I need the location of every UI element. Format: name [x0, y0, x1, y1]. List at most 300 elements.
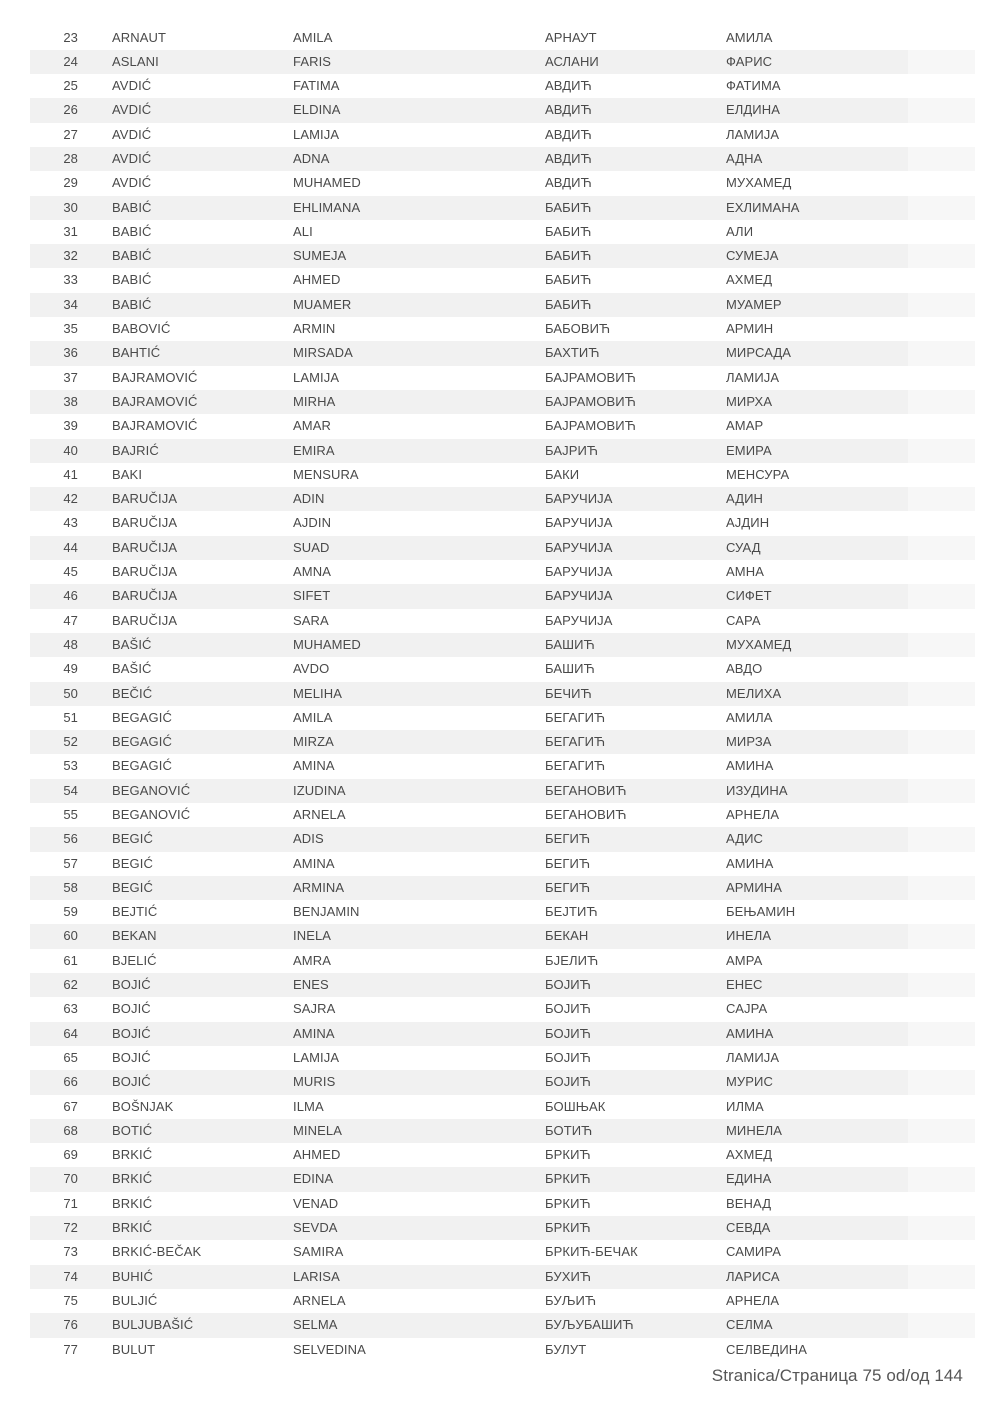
surname-cyrillic: БАБОВИЋ	[545, 321, 611, 337]
surname-latin: BAŠIĆ	[112, 636, 152, 652]
given-name-latin: BENJAMIN	[293, 904, 360, 920]
surname-cyrillic: БРКИЋ	[545, 1171, 591, 1187]
row-number: 55	[63, 807, 78, 822]
row-number: 60	[63, 928, 78, 944]
row-number: 77	[63, 1341, 78, 1357]
surname-cyrillic: БАБИЋ	[545, 199, 592, 215]
row-number: 63	[63, 1001, 78, 1017]
table-row	[30, 317, 975, 341]
surname-latin: BAŠIĆ	[112, 661, 152, 677]
surname-latin: BOJIĆ	[112, 977, 151, 993]
surname-latin: AVDIĆ	[112, 102, 152, 118]
row-number: 72	[63, 1220, 78, 1236]
row-number: 71	[63, 1195, 78, 1211]
row-number: 57	[63, 855, 78, 871]
given-name-latin: SIFET	[293, 588, 331, 604]
given-name-latin: AJDIN	[293, 515, 332, 531]
given-name-cyrillic: АЛИ	[726, 223, 754, 239]
given-name-latin: MINELA	[293, 1122, 343, 1138]
given-name-latin: EDINA	[293, 1171, 334, 1187]
surname-cyrillic: АРНАУТ	[545, 29, 597, 45]
table-row	[30, 657, 975, 681]
given-name-cyrillic: СЕВДА	[726, 1220, 771, 1236]
given-name-latin: SELVEDINA	[293, 1341, 366, 1357]
given-name-cyrillic: АМИЛА	[726, 709, 773, 725]
surname-cyrillic: АСЛАНИ	[545, 53, 599, 69]
name-table	[30, 26, 975, 1362]
row-number: 23	[63, 29, 78, 45]
surname-latin: BOJIĆ	[112, 1001, 151, 1017]
table-row	[30, 171, 975, 195]
given-name-latin: MENSURA	[293, 466, 359, 482]
given-name-latin: MURIS	[293, 1074, 336, 1090]
table-row	[30, 244, 975, 268]
given-name-cyrillic: АВДО	[726, 661, 763, 677]
table-row	[30, 803, 975, 827]
given-name-cyrillic: ЕДИНА	[726, 1171, 772, 1187]
surname-latin: BRKIĆ	[112, 1171, 153, 1187]
surname-cyrillic: БЕЈТИЋ	[545, 904, 598, 920]
row-number: 51	[63, 709, 78, 725]
given-name-cyrillic: ЕХЛИМАНА	[726, 199, 800, 215]
given-name-latin: VENAD	[293, 1195, 339, 1211]
given-name-cyrillic: АРНЕЛА	[726, 1292, 780, 1308]
row-number: 52	[63, 734, 78, 750]
surname-latin: BAJRAMOVIĆ	[112, 393, 198, 409]
row-number: 74	[63, 1268, 78, 1284]
surname-latin: BABIĆ	[112, 199, 152, 215]
row-number: 73	[63, 1244, 78, 1260]
given-name-cyrillic: АЈДИН	[726, 515, 770, 531]
given-name-cyrillic: БЕЊАМИН	[726, 904, 796, 920]
table-row	[30, 536, 975, 560]
table-row	[30, 1143, 975, 1167]
given-name-cyrillic: ЛАМИЈА	[726, 369, 780, 385]
given-name-cyrillic: АМРА	[726, 952, 763, 968]
given-name-cyrillic: АМИНА	[726, 855, 774, 871]
row-number: 65	[63, 1049, 78, 1065]
given-name-latin: EHLIMANA	[293, 199, 361, 215]
table-row	[30, 390, 975, 414]
surname-cyrillic: БАБИЋ	[545, 248, 592, 264]
surname-latin: BRKIĆ-BEČAK	[112, 1244, 202, 1260]
given-name-cyrillic: СИФЕТ	[726, 588, 772, 604]
given-name-latin: ELDINA	[293, 102, 341, 118]
surname-cyrillic: БАХТИЋ	[545, 345, 600, 361]
given-name-latin: SAJRA	[293, 1001, 336, 1017]
given-name-latin: ALI	[293, 223, 313, 239]
row-number: 34	[63, 296, 78, 312]
given-name-cyrillic: АДИС	[726, 831, 764, 847]
given-name-cyrillic: МЕНСУРА	[726, 466, 790, 482]
row-number: 33	[63, 272, 78, 288]
row-number: 53	[63, 758, 78, 774]
surname-latin: BOJIĆ	[112, 1049, 151, 1065]
surname-latin: AVDIĆ	[112, 126, 152, 142]
surname-cyrillic: БАЈРИЋ	[545, 442, 599, 458]
surname-latin: BABOVIĆ	[112, 321, 171, 337]
surname-cyrillic: БОТИЋ	[545, 1122, 593, 1138]
given-name-cyrillic: ЛАМИЈА	[726, 126, 780, 142]
table-row	[30, 609, 975, 633]
row-number: 66	[63, 1074, 78, 1090]
given-name-latin: ARMIN	[293, 321, 336, 337]
surname-cyrillic: БЕГАГИЋ	[545, 758, 606, 774]
surname-cyrillic: БАРУЧИЈА	[545, 539, 613, 555]
surname-latin: BEGAGIĆ	[112, 734, 172, 750]
row-number: 58	[63, 879, 78, 895]
given-name-cyrillic: ЛАМИЈА	[726, 1049, 780, 1065]
row-number: 32	[63, 248, 78, 264]
surname-latin: BEJTIĆ	[112, 904, 158, 920]
row-number: 27	[63, 126, 78, 142]
given-name-latin: IZUDINA	[293, 782, 346, 798]
surname-cyrillic: БУЉИЋ	[545, 1292, 597, 1308]
given-name-cyrillic: МЕЛИХА	[726, 685, 782, 701]
given-name-cyrillic: МУАМЕР	[726, 296, 782, 312]
table-row	[30, 779, 975, 803]
given-name-cyrillic: МУРИС	[726, 1074, 773, 1090]
given-name-cyrillic: ИЗУДИНА	[726, 782, 788, 798]
given-name-cyrillic: МИРХА	[726, 393, 773, 409]
surname-cyrillic: БЕГИЋ	[545, 879, 591, 895]
surname-latin: BULUT	[112, 1341, 156, 1357]
given-name-cyrillic: САЈРА	[726, 1001, 768, 1017]
table-row	[30, 924, 975, 948]
row-number: 43	[63, 515, 78, 531]
table-row	[30, 487, 975, 511]
given-name-latin: ADIS	[293, 831, 324, 847]
given-name-latin: AMNA	[293, 564, 331, 580]
surname-cyrillic: БЈЕЛИЋ	[545, 952, 599, 968]
surname-cyrillic: БЕГАНОВИЋ	[545, 782, 627, 798]
surname-latin: BARUČIJA	[112, 564, 178, 580]
surname-latin: ARNAUT	[112, 29, 167, 45]
row-number: 28	[63, 150, 78, 166]
surname-latin: BEGIĆ	[112, 879, 153, 895]
given-name-cyrillic: ФАТИМА	[726, 78, 781, 94]
row-number: 36	[63, 345, 78, 361]
row-number: 35	[63, 321, 78, 337]
given-name-latin: INELA	[293, 928, 332, 944]
given-name-latin: MUHAMED	[293, 175, 361, 191]
table-row	[30, 1167, 975, 1191]
given-name-cyrillic: АМИЛА	[726, 29, 773, 45]
table-row	[30, 463, 975, 487]
surname-cyrillic: БАЈРАМОВИЋ	[545, 369, 636, 385]
given-name-latin: SAMIRA	[293, 1244, 344, 1260]
given-name-latin: MIRZA	[293, 734, 334, 750]
surname-latin: BOTIĆ	[112, 1122, 153, 1138]
surname-latin: BABIĆ	[112, 296, 152, 312]
surname-cyrillic: БАБИЋ	[545, 296, 592, 312]
table-row	[30, 1192, 975, 1216]
given-name-cyrillic: САРА	[726, 612, 761, 628]
table-row	[30, 414, 975, 438]
row-number: 26	[63, 102, 78, 118]
surname-cyrillic: БРКИЋ	[545, 1195, 591, 1211]
row-number: 24	[63, 53, 78, 69]
surname-latin: BAJRAMOVIĆ	[112, 418, 198, 434]
surname-latin: BAJRAMOVIĆ	[112, 369, 198, 385]
surname-latin: BEGAGIĆ	[112, 709, 172, 725]
surname-latin: BUHIĆ	[112, 1268, 153, 1284]
surname-cyrillic: АВДИЋ	[545, 102, 592, 118]
surname-cyrillic: БРКИЋ	[545, 1147, 591, 1163]
surname-latin: BOŠNJAK	[112, 1098, 174, 1114]
row-number: 47	[63, 612, 78, 628]
surname-latin: BRKIĆ	[112, 1195, 153, 1211]
surname-latin: BRKIĆ	[112, 1147, 153, 1163]
row-number: 46	[63, 588, 78, 604]
given-name-latin: MIRSADA	[293, 345, 353, 361]
row-number: 45	[63, 564, 78, 580]
surname-cyrillic: БУЛУТ	[545, 1341, 587, 1357]
surname-latin: AVDIĆ	[112, 150, 152, 166]
surname-cyrillic: БОЈИЋ	[545, 1025, 591, 1041]
surname-latin: BAHTIĆ	[112, 345, 161, 361]
row-number: 61	[63, 952, 78, 968]
surname-cyrillic: БЕГАГИЋ	[545, 734, 606, 750]
given-name-latin: ENES	[293, 977, 329, 993]
surname-cyrillic: БОЈИЋ	[545, 977, 591, 993]
given-name-cyrillic: МИРЗА	[726, 734, 772, 750]
given-name-latin: MUAMER	[293, 296, 352, 312]
surname-cyrillic: БЕГИЋ	[545, 831, 591, 847]
given-name-latin: SUMEJA	[293, 248, 347, 264]
row-number: 59	[63, 904, 78, 920]
surname-latin: BEGIĆ	[112, 855, 153, 871]
surname-cyrillic: БАРУЧИЈА	[545, 515, 613, 531]
given-name-latin: AMILA	[293, 709, 333, 725]
given-name-cyrillic: СУАД	[726, 539, 761, 555]
given-name-latin: SEVDA	[293, 1220, 338, 1236]
given-name-cyrillic: АХМЕД	[726, 272, 773, 288]
table-row	[30, 1022, 975, 1046]
table-row	[30, 511, 975, 535]
given-name-cyrillic: ФАРИС	[726, 53, 773, 69]
row-number: 64	[63, 1025, 78, 1041]
row-number: 40	[63, 442, 78, 458]
surname-latin: BAKI	[112, 466, 143, 482]
table-row	[30, 706, 975, 730]
table-row	[30, 293, 975, 317]
given-name-cyrillic: СУМЕЈА	[726, 248, 779, 264]
surname-latin: BAJRIĆ	[112, 442, 159, 458]
row-number: 25	[63, 78, 78, 94]
given-name-latin: AHMED	[293, 272, 341, 288]
surname-cyrillic: АВДИЋ	[545, 175, 592, 191]
surname-latin: BEGANOVIĆ	[112, 782, 191, 798]
given-name-latin: SELMA	[293, 1317, 338, 1333]
given-name-latin: AMILA	[293, 29, 333, 45]
table-row	[30, 366, 975, 390]
given-name-cyrillic: ЕНЕС	[726, 977, 763, 993]
table-row	[30, 341, 975, 365]
surname-cyrillic: БОЈИЋ	[545, 1074, 591, 1090]
table-row	[30, 997, 975, 1021]
given-name-latin: ARNELA	[293, 1292, 346, 1308]
surname-cyrillic: АВДИЋ	[545, 150, 592, 166]
table-row	[30, 196, 975, 220]
row-number: 44	[63, 539, 78, 555]
given-name-cyrillic: ВЕНАД	[726, 1195, 772, 1211]
given-name-latin: AMINA	[293, 855, 335, 871]
surname-cyrillic: БЕГАГИЋ	[545, 709, 606, 725]
table-row	[30, 730, 975, 754]
table-row	[30, 98, 975, 122]
given-name-latin: ADNA	[293, 150, 330, 166]
surname-cyrillic: БАРУЧИЈА	[545, 491, 613, 507]
given-name-latin: AMRA	[293, 952, 331, 968]
row-number: 69	[63, 1147, 78, 1163]
given-name-cyrillic: ИЛМА	[726, 1098, 764, 1114]
surname-cyrillic: БЕЧИЋ	[545, 685, 592, 701]
surname-cyrillic: БОЈИЋ	[545, 1001, 591, 1017]
given-name-cyrillic: АДНА	[726, 150, 763, 166]
given-name-latin: FATIMA	[293, 78, 340, 94]
surname-latin: BOJIĆ	[112, 1074, 151, 1090]
table-row	[30, 852, 975, 876]
row-number: 38	[63, 393, 78, 409]
row-number: 30	[63, 199, 78, 215]
row-number: 56	[63, 831, 78, 847]
surname-latin: BEKAN	[112, 928, 157, 944]
table-row	[30, 1313, 975, 1337]
table-row	[30, 26, 975, 50]
given-name-latin: MUHAMED	[293, 636, 361, 652]
table-row	[30, 876, 975, 900]
given-name-cyrillic: АМАР	[726, 418, 764, 434]
row-number: 54	[63, 782, 78, 798]
given-name-latin: AMAR	[293, 418, 331, 434]
surname-latin: AVDIĆ	[112, 78, 152, 94]
table-row	[30, 1095, 975, 1119]
surname-cyrillic: БАЈРАМОВИЋ	[545, 393, 636, 409]
given-name-cyrillic: СЕЛМА	[726, 1317, 773, 1333]
surname-latin: BABIĆ	[112, 248, 152, 264]
given-name-latin: AMINA	[293, 1025, 335, 1041]
given-name-cyrillic: ЕМИРА	[726, 442, 772, 458]
row-number: 42	[63, 491, 78, 507]
row-number: 76	[63, 1317, 78, 1333]
surname-latin: BABIĆ	[112, 272, 152, 288]
given-name-latin: LAMIJA	[293, 126, 340, 142]
surname-latin: BARUČIJA	[112, 491, 178, 507]
given-name-cyrillic: АДИН	[726, 491, 764, 507]
table-row	[30, 1265, 975, 1289]
given-name-cyrillic: ИНЕЛА	[726, 928, 772, 944]
table-row	[30, 147, 975, 171]
given-name-cyrillic: СЕЛВЕДИНА	[726, 1341, 808, 1357]
given-name-cyrillic: АРМИНА	[726, 879, 783, 895]
given-name-latin: ARNELA	[293, 807, 346, 822]
table-row	[30, 1070, 975, 1094]
table-row	[30, 50, 975, 74]
surname-latin: BEGAGIĆ	[112, 758, 172, 774]
given-name-latin: EMIRA	[293, 442, 335, 458]
table-row	[30, 584, 975, 608]
table-row	[30, 1216, 975, 1240]
given-name-latin: AVDO	[293, 661, 330, 677]
table-row	[30, 827, 975, 851]
given-name-cyrillic: АХМЕД	[726, 1147, 773, 1163]
surname-cyrillic: БРКИЋ-БЕЧАК	[545, 1244, 638, 1260]
surname-latin: BOJIĆ	[112, 1025, 151, 1041]
surname-latin: BJELIĆ	[112, 952, 157, 968]
given-name-cyrillic: АМНА	[726, 564, 764, 580]
table-row	[30, 1338, 975, 1362]
given-name-latin: LAMIJA	[293, 369, 340, 385]
surname-cyrillic: АВДИЋ	[545, 78, 592, 94]
given-name-latin: MELIHA	[293, 685, 343, 701]
row-number: 68	[63, 1122, 78, 1138]
table-row	[30, 1119, 975, 1143]
surname-latin: AVDIĆ	[112, 175, 152, 191]
surname-cyrillic: БАРУЧИЈА	[545, 588, 613, 604]
row-number: 62	[63, 977, 78, 993]
given-name-cyrillic: ЕЛДИНА	[726, 102, 781, 118]
surname-cyrillic: БОШЊАК	[545, 1098, 606, 1114]
given-name-cyrillic: МИРСАДА	[726, 345, 792, 361]
table-row	[30, 633, 975, 657]
given-name-latin: LAMIJA	[293, 1049, 340, 1065]
given-name-latin: AMINA	[293, 758, 335, 774]
given-name-latin: AHMED	[293, 1147, 341, 1163]
given-name-cyrillic: САМИРА	[726, 1244, 782, 1260]
table-row	[30, 268, 975, 292]
given-name-latin: FARIS	[293, 53, 332, 69]
given-name-cyrillic: МУХАМЕД	[726, 636, 792, 652]
row-number: 70	[63, 1171, 78, 1187]
surname-cyrillic: БАБИЋ	[545, 223, 592, 239]
table-row	[30, 682, 975, 706]
table-row	[30, 123, 975, 147]
surname-cyrillic: БАРУЧИЈА	[545, 612, 613, 628]
surname-cyrillic: БЕГИЋ	[545, 855, 591, 871]
surname-latin: BULJUBAŠIĆ	[112, 1317, 194, 1333]
row-number: 75	[63, 1292, 78, 1308]
row-number: 67	[63, 1098, 78, 1114]
given-name-latin: ILMA	[293, 1098, 324, 1114]
page-footer	[712, 1366, 963, 1386]
table-row	[30, 560, 975, 584]
table-row	[30, 220, 975, 244]
row-number: 41	[63, 466, 78, 482]
row-number: 50	[63, 685, 78, 701]
page-number-text: Stranica/Страница 75 od/од 144	[711, 1366, 963, 1385]
surname-latin: BRKIĆ	[112, 1220, 153, 1236]
surname-cyrillic: БАШИЋ	[545, 636, 595, 652]
given-name-cyrillic: АМИНА	[726, 758, 774, 774]
surname-cyrillic: БУХИЋ	[545, 1268, 592, 1284]
table-row	[30, 949, 975, 973]
table-row	[30, 439, 975, 463]
table-row	[30, 754, 975, 778]
table-row	[30, 74, 975, 98]
surname-latin: BEGANOVIĆ	[112, 807, 191, 822]
given-name-latin: ADIN	[293, 491, 325, 507]
given-name-latin: MIRHA	[293, 393, 336, 409]
surname-cyrillic: БАШИЋ	[545, 661, 595, 677]
surname-latin: BARUČIJA	[112, 588, 178, 604]
surname-cyrillic: БЕКАН	[545, 928, 589, 944]
given-name-cyrillic: МУХАМЕД	[726, 175, 792, 191]
table-row	[30, 1289, 975, 1313]
given-name-latin: LARISA	[293, 1268, 340, 1284]
surname-latin: ASLANI	[112, 53, 159, 69]
row-number: 49	[63, 661, 78, 677]
